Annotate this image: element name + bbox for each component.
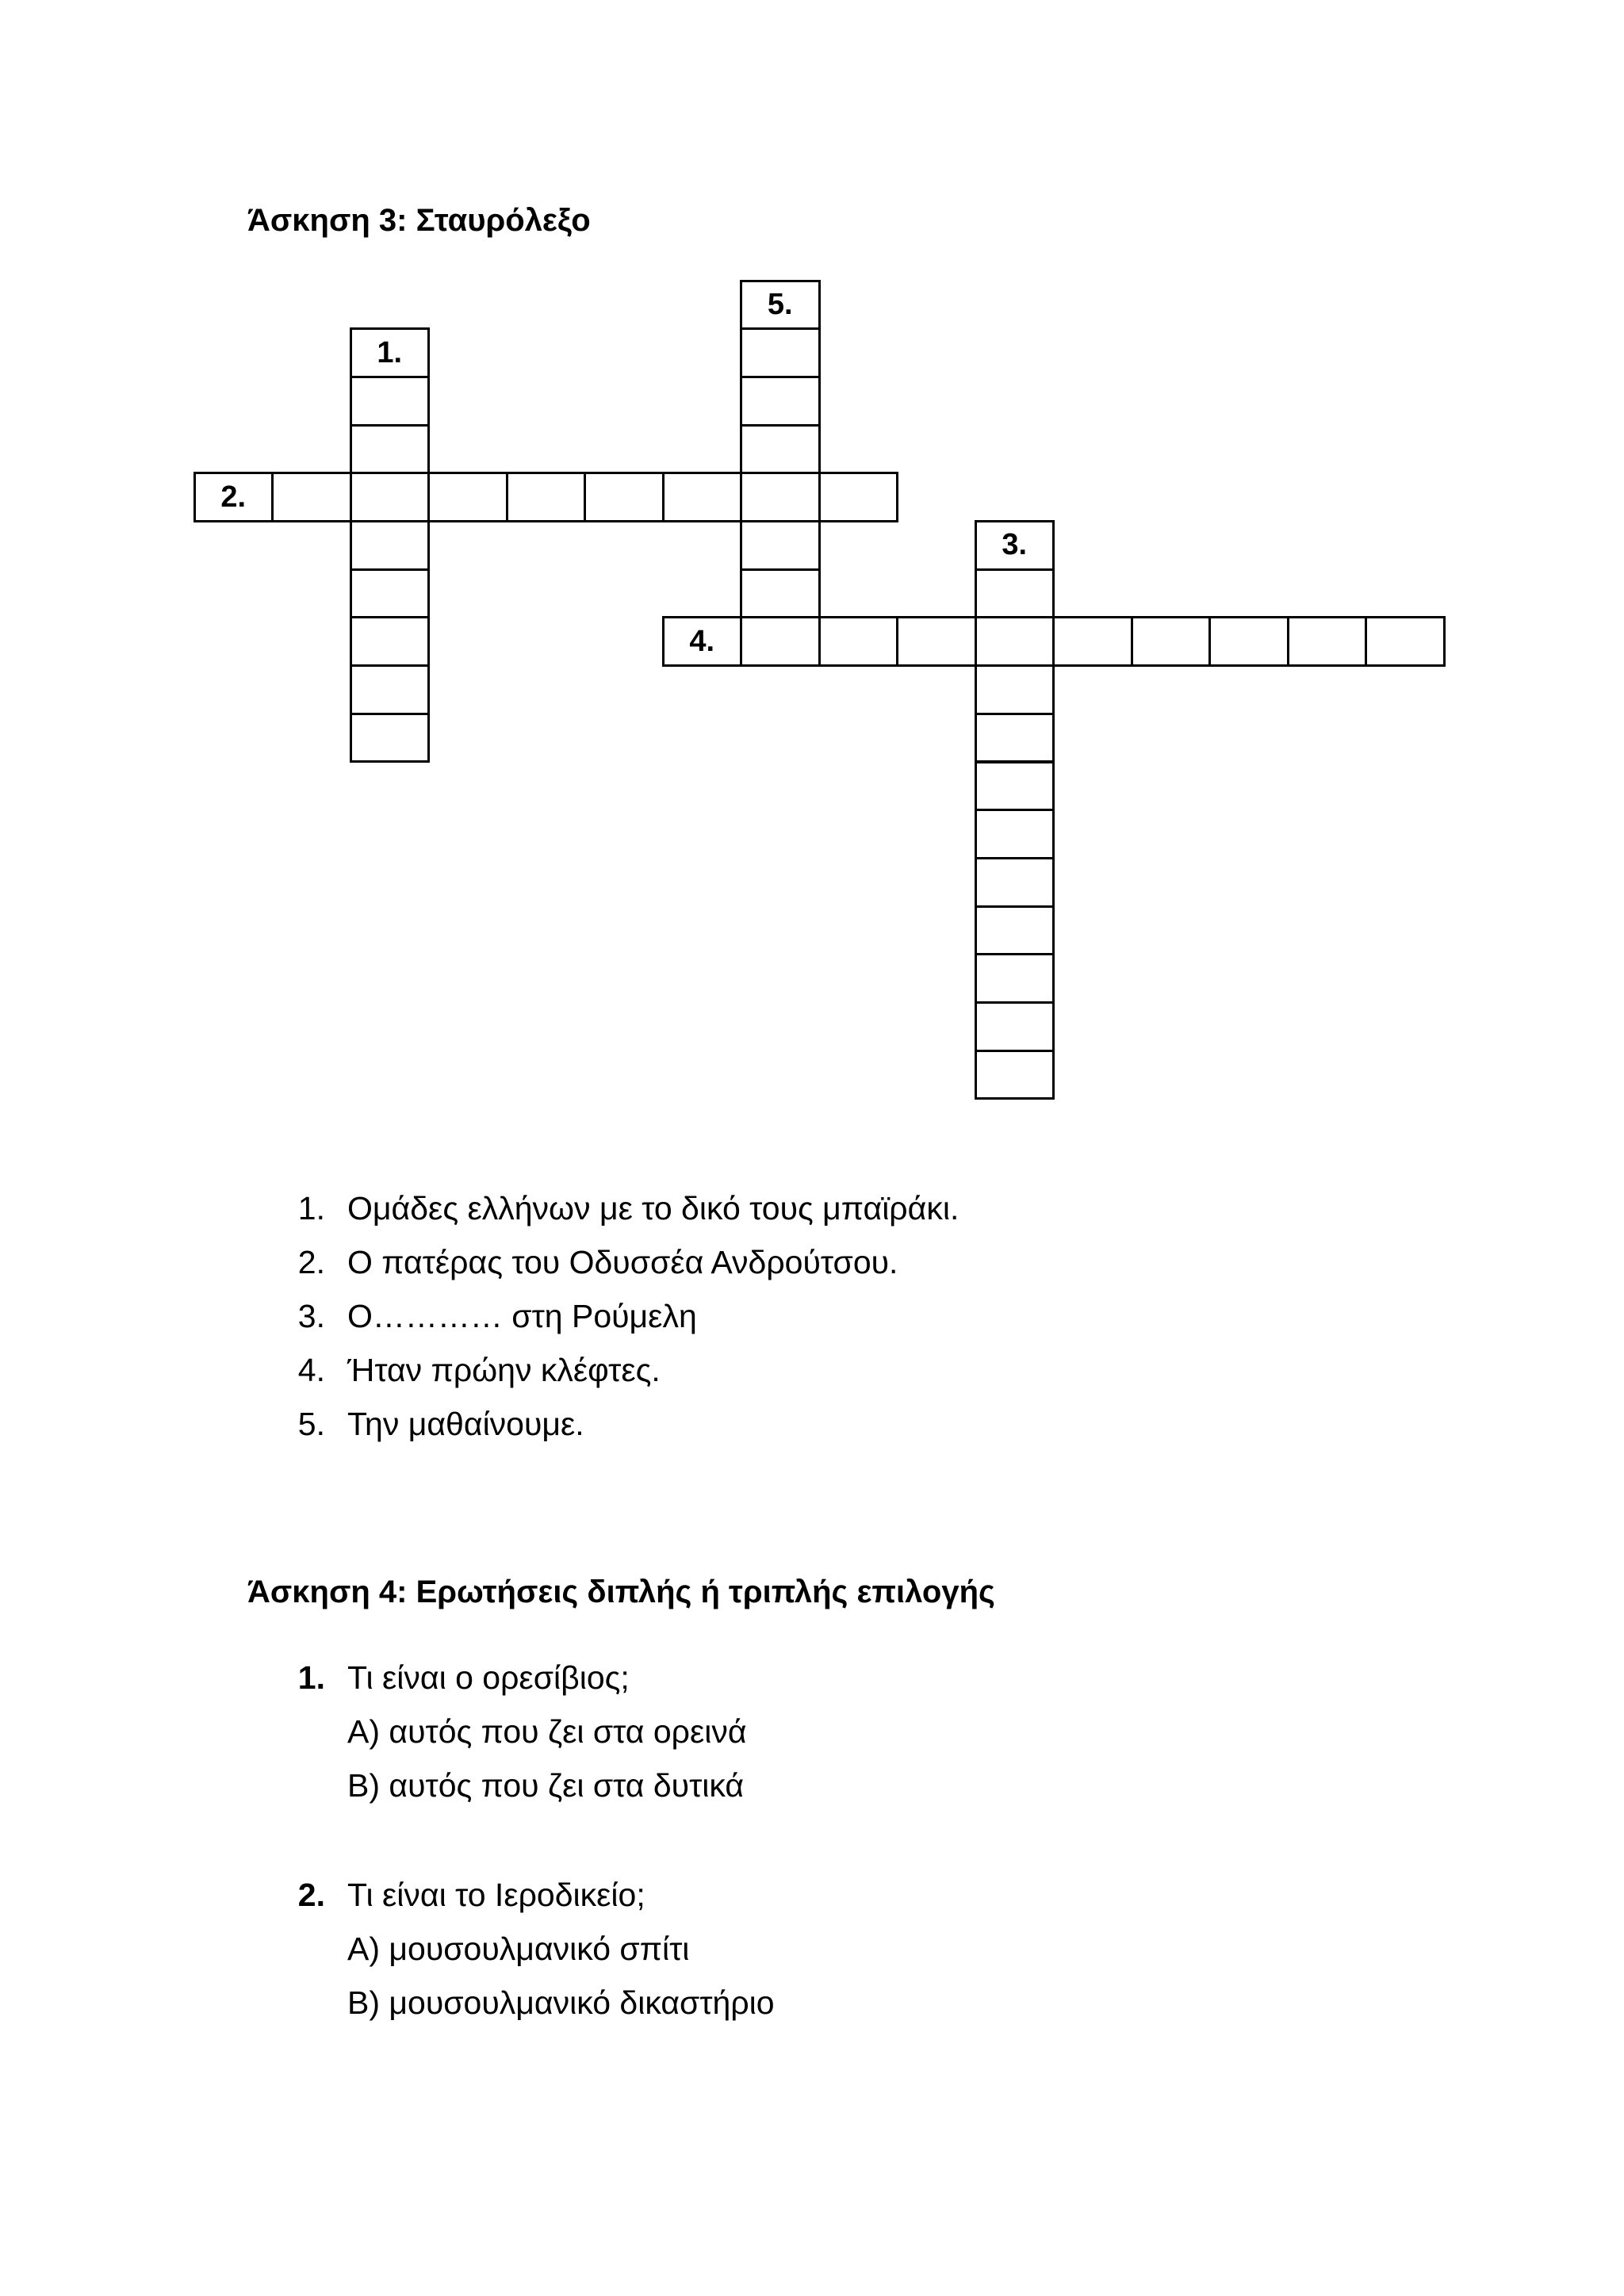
clue-text: Την μαθαίνουμε. [347,1406,584,1442]
crossword-number-cell: 2. [193,472,274,522]
clue-text: Ομάδες ελλήνων με το δικό τους μπαϊράκι. [347,1190,959,1226]
crossword-cell [350,664,431,715]
crossword-cell [975,953,1055,1004]
crossword-cell [975,616,1055,667]
answer-option-b: Β) μουσουλμανικό δικαστήριο [347,1984,775,2021]
question-text: Τι είναι ο ορεσίβιος; [347,1659,630,1696]
question-number: 2. [297,1877,325,1913]
crossword-cell [975,857,1055,908]
crossword-cell [1287,616,1368,667]
crossword-cell [1365,616,1446,667]
crossword-cell [350,520,431,571]
crossword-cell [818,616,899,667]
crossword-cell [350,472,431,522]
crossword-cell [740,424,821,475]
crossword-cell [975,761,1055,812]
crossword-cell [975,905,1055,956]
clue-number: 4. [297,1352,325,1388]
crossword-cell [975,809,1055,859]
crossword-cell [975,1001,1055,1052]
crossword-cell [662,472,743,522]
crossword-cell [584,472,665,522]
answer-option-a: Α) μουσουλμανικό σπίτι [347,1931,690,1967]
clue-text: Ήταν πρώην κλέφτες. [347,1352,661,1388]
crossword-cell [818,472,899,522]
crossword-cell [1131,616,1212,667]
clue-number: 3. [297,1298,325,1334]
crossword-cell [350,616,431,667]
crossword-cell [740,327,821,378]
crossword-cell [1208,616,1289,667]
question-text: Τι είναι το Ιεροδικείο; [347,1877,645,1913]
crossword-cell [975,568,1055,619]
crossword-cell [350,713,431,763]
clue-text: Ο πατέρας του Οδυσσέα Ανδρούτσου. [347,1244,898,1280]
exercise-4-title: Άσκηση 4: Ερωτήσεις διπλής ή τριπλής επιλογής [247,1575,995,1609]
crossword-number-cell: 3. [975,520,1055,571]
crossword-cell [427,472,508,522]
clue-number: 5. [297,1406,325,1442]
crossword-grid [0,0,1624,1126]
crossword-number-cell: 5. [740,280,821,331]
crossword-cell [975,713,1055,763]
crossword-cell [740,568,821,619]
crossword-cell [896,616,977,667]
question-number: 1. [297,1659,325,1696]
exercise-3-title: Άσκηση 3: Σταυρόλεξο [247,203,591,238]
answer-option-a: Α) αυτός που ζει στα ορεινά [347,1713,747,1750]
crossword-cell [506,472,587,522]
crossword-number-cell: 4. [662,616,743,667]
crossword-cell [740,616,821,667]
crossword-cell [271,472,352,522]
clue-number: 2. [297,1244,325,1280]
crossword-cell [1052,616,1133,667]
clue-text: Ο………… στη Ρούμελη [347,1298,697,1334]
crossword-number-cell: 1. [350,327,431,378]
clue-number: 1. [297,1190,325,1226]
crossword-cell [740,472,821,522]
crossword-cell [350,376,431,427]
crossword-cell [975,664,1055,715]
answer-option-b: Β) αυτός που ζει στα δυτικά [347,1767,745,1804]
crossword-cell [350,568,431,619]
crossword-cell [350,424,431,475]
crossword-cell [975,1050,1055,1100]
crossword-cell [740,520,821,571]
crossword-cell [740,376,821,427]
